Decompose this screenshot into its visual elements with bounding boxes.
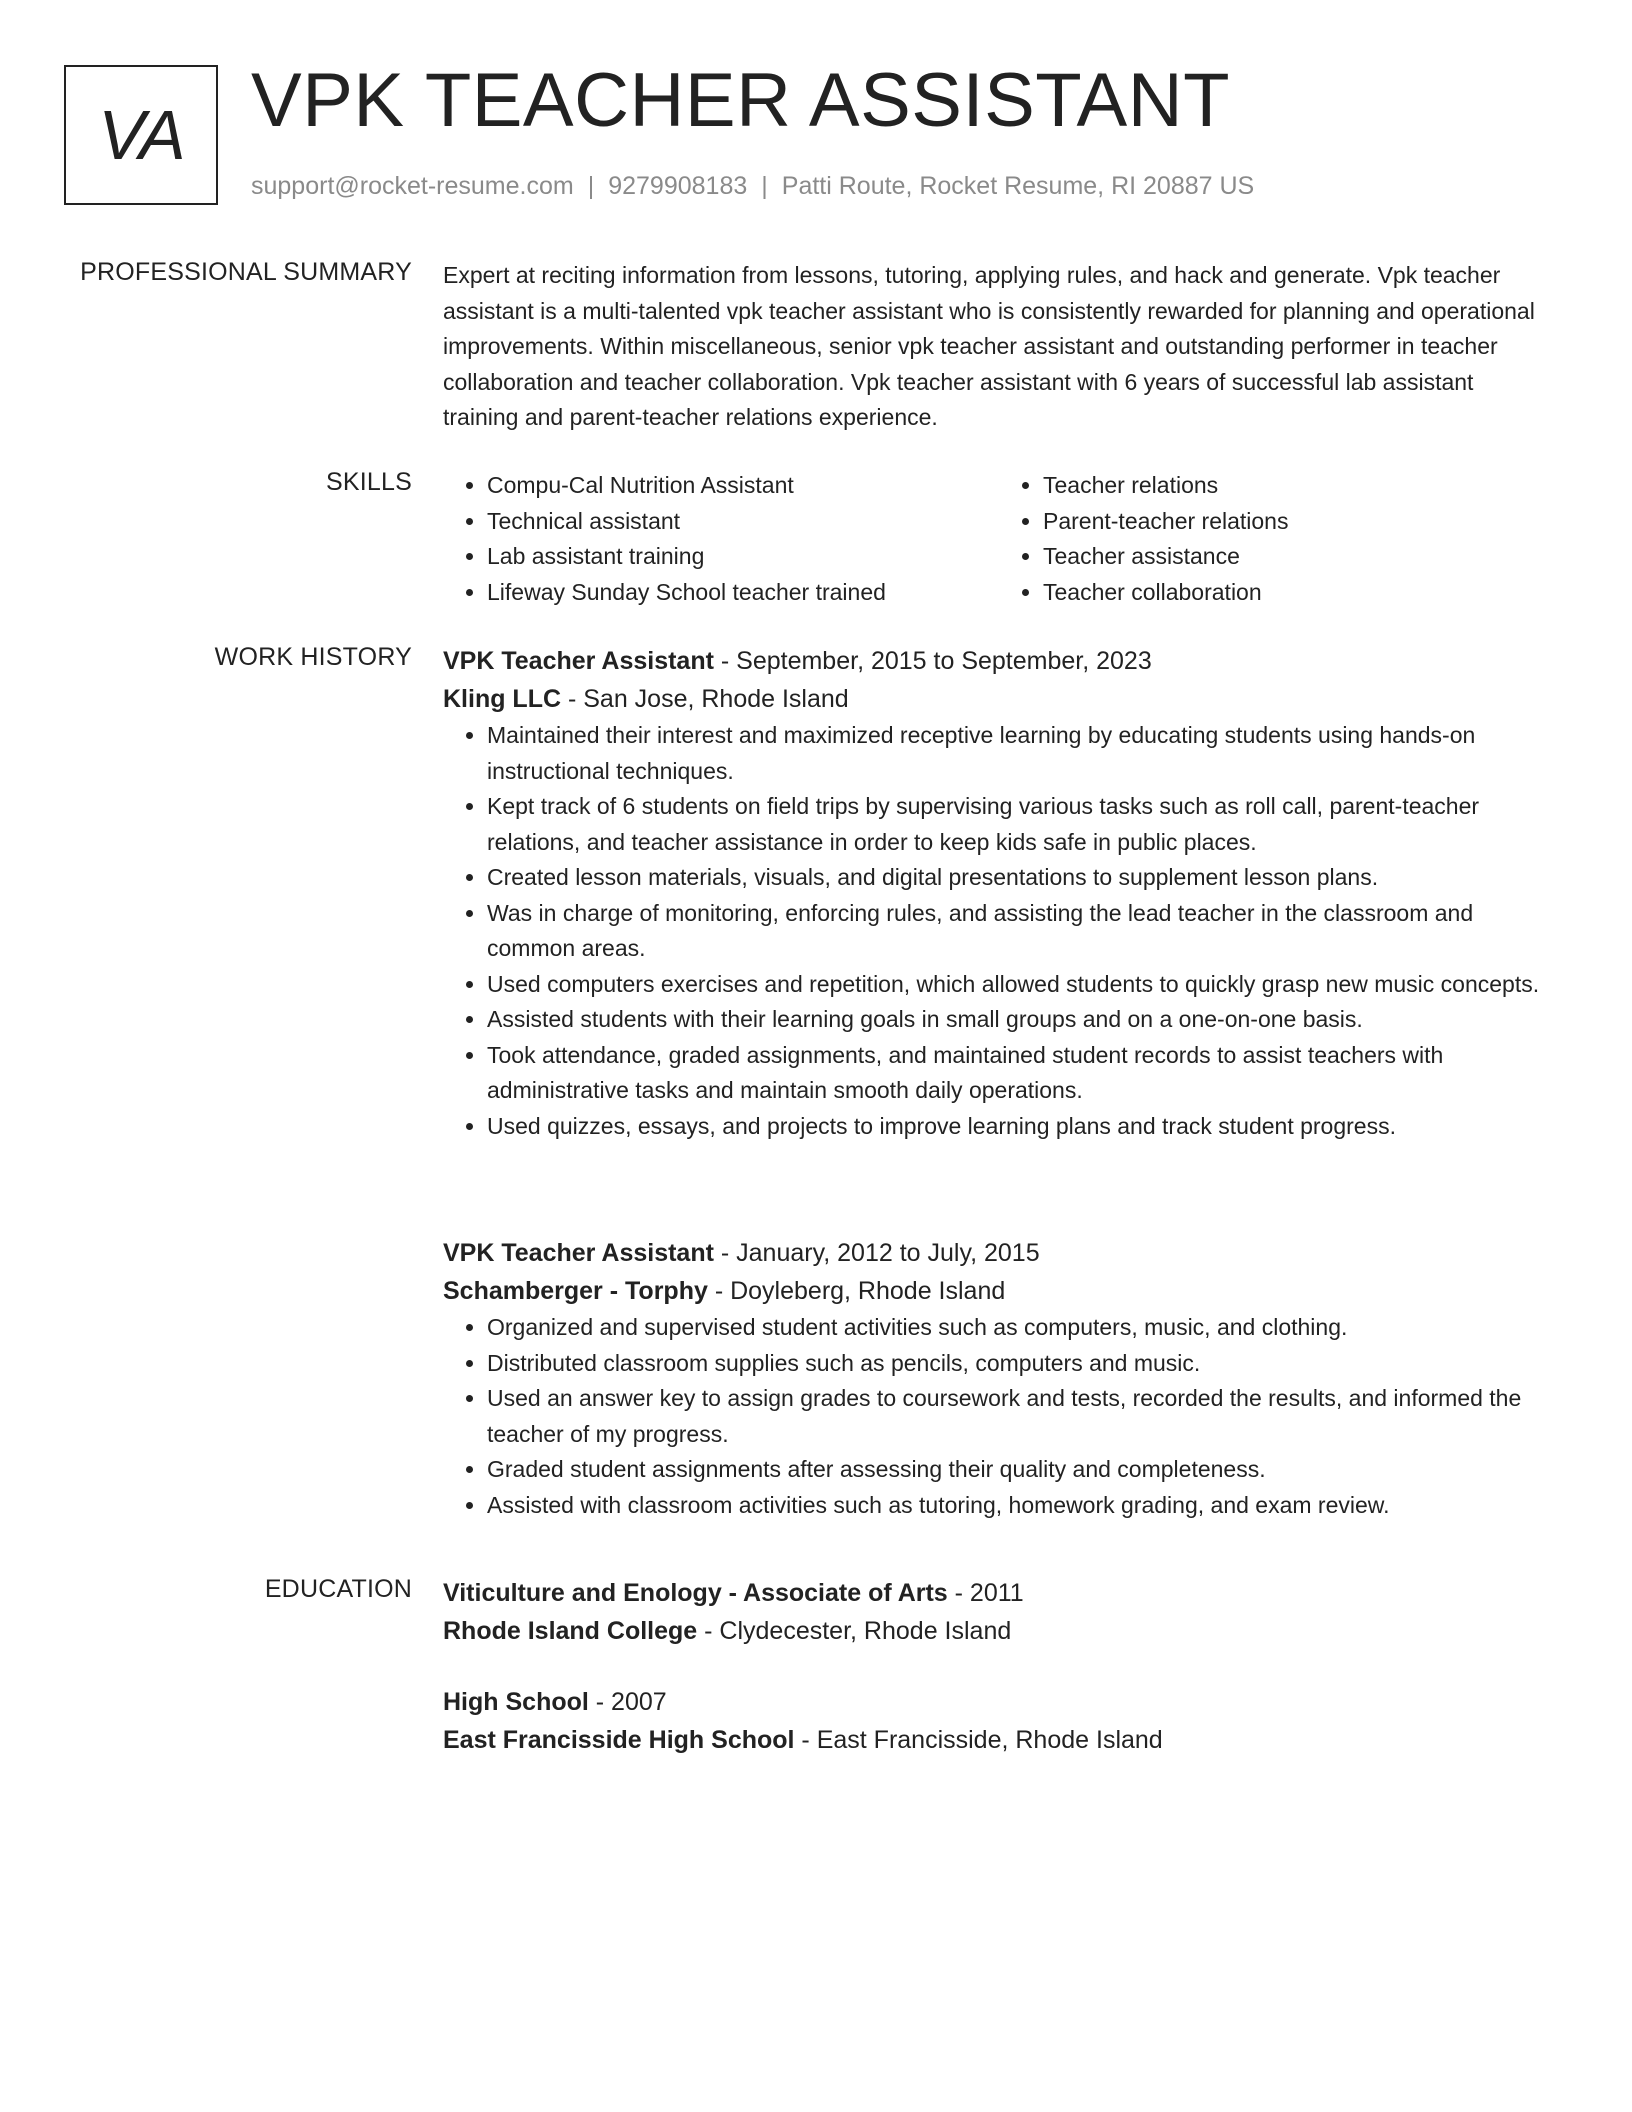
education-degree: High School	[443, 1688, 589, 1716]
education-school: East Francisside High School	[443, 1726, 795, 1754]
duty-item: • Used an answer key to assign grades to coursework and tests, recorded the results, and informed the teacher of my progress.	[487, 1381, 1555, 1452]
duty-item: • Kept track of 6 students on field trips by supervising various tasks such as roll call, parent-teacher relations, and teacher assistance in order to keep kids safe in public places.	[487, 789, 1555, 860]
job-title: VPK Teacher Assistant	[443, 647, 714, 675]
work-history-label: WORK HISTORY	[214, 643, 412, 671]
job-title: VPK Teacher Assistant	[443, 1239, 714, 1267]
skill-item: • Compu-Cal Nutrition Assistant	[487, 468, 999, 504]
duty-item: • Took attendance, graded assignments, and maintained student records to assist teachers with administrative tasks and maintain smooth daily operations.	[487, 1038, 1555, 1109]
education-location: - East Francisside, Rhode Island	[794, 1726, 1163, 1754]
education-label: EDUCATION	[264, 1575, 412, 1603]
job-entry	[443, 1234, 1555, 1523]
duty-item: • Graded student assignments after assessing their quality and completeness.	[487, 1452, 1555, 1488]
skill-item: • Lifeway Sunday School teacher trained	[487, 575, 999, 611]
contact-separator: |	[587, 172, 595, 200]
job-entry	[443, 642, 1555, 1144]
education-year: - 2011	[947, 1579, 1024, 1607]
skill-item: • Teacher collaboration	[1043, 575, 1555, 611]
duty-item: • Was in charge of monitoring, enforcing rules, and assisting the lead teacher in the classroom and common areas.	[487, 896, 1555, 967]
job-duties	[443, 718, 1555, 1144]
job-employer	[443, 680, 1555, 718]
education-location: - Clydecester, Rhode Island	[697, 1617, 1012, 1645]
education-year: - 2007	[588, 1688, 667, 1716]
duty-item: • Organized and supervised student activities such as computers, music, and clothing.	[487, 1310, 1555, 1346]
job-duties	[443, 1310, 1555, 1523]
skills-column-2	[999, 468, 1555, 610]
duty-item: • Used computers exercises and repetition, which allowed students to quickly grasp new music concepts.	[487, 967, 1555, 1003]
job-company: Schamberger - Torphy	[443, 1277, 708, 1305]
job-company: Kling LLC	[443, 685, 562, 713]
duty-item: • Created lesson materials, visuals, and digital presentations to supplement lesson plans.	[487, 860, 1555, 896]
monogram-badge	[64, 65, 218, 205]
resume-title: VPK TEACHER ASSISTANT	[251, 58, 1231, 143]
contact-phone: 9279908183	[608, 172, 748, 200]
skill-item: • Technical assistant	[487, 504, 999, 540]
skills-column-1	[443, 468, 999, 610]
education-entry	[443, 1574, 1555, 1650]
duty-item: • Maintained their interest and maximized receptive learning by educating students using hands-on instructional techniques.	[487, 718, 1555, 789]
education-school-line	[443, 1612, 1555, 1650]
skill-item: • Teacher relations	[1043, 468, 1555, 504]
education-school: Rhode Island College	[443, 1617, 698, 1645]
contact-address: Patti Route, Rocket Resume, RI 20887 US	[781, 172, 1255, 200]
duty-item: • Distributed classroom supplies such as pencils, computers and music.	[487, 1346, 1555, 1382]
job-heading	[443, 642, 1555, 680]
job-dates: - September, 2015 to September, 2023	[713, 647, 1152, 675]
monogram-initials: VA	[98, 96, 184, 174]
education-school-line	[443, 1721, 1555, 1759]
skill-item: • Lab assistant training	[487, 539, 999, 575]
summary-label: PROFESSIONAL SUMMARY	[80, 258, 412, 286]
contact-separator: |	[761, 172, 768, 200]
duty-item: • Assisted students with their learning goals in small groups and on a one-on-one basis.	[487, 1002, 1555, 1038]
education-degree-line	[443, 1574, 1555, 1612]
skills-list	[443, 468, 1555, 610]
education-degree: Viticulture and Enology - Associate of Arts	[443, 1579, 948, 1607]
duty-item: • Assisted with classroom activities such as tutoring, homework grading, and exam review.	[487, 1488, 1555, 1524]
duty-item: • Used quizzes, essays, and projects to improve learning plans and track student progress.	[487, 1109, 1555, 1145]
job-location: - Doyleberg, Rhode Island	[707, 1277, 1006, 1305]
summary-text: Expert at reciting information from lessons, tutoring, applying rules, and hack and generate. Vpk teacher assistant is a multi-talented vpk teacher assistant who is consistently rewarded for planning and operational improvements. Within miscellaneous, senior vpk teacher assistant and outstanding performer in teacher collaboration and teacher collaboration. Vpk teacher assistant with 6 years of successful lab assistant training and parent-teacher relations experience.	[443, 262, 1535, 430]
job-heading	[443, 1234, 1555, 1272]
education-degree-line	[443, 1683, 1555, 1721]
education-entry	[443, 1683, 1555, 1759]
job-employer	[443, 1272, 1555, 1310]
job-location: - San Jose, Rhode Island	[561, 685, 849, 713]
skills-label: SKILLS	[326, 468, 412, 496]
skill-item: • Teacher assistance	[1043, 539, 1555, 575]
contact-line	[251, 172, 1254, 201]
contact-email: support@rocket-resume.com	[251, 172, 574, 200]
job-dates: - January, 2012 to July, 2015	[713, 1239, 1040, 1267]
skill-item: • Parent-teacher relations	[1043, 504, 1555, 540]
